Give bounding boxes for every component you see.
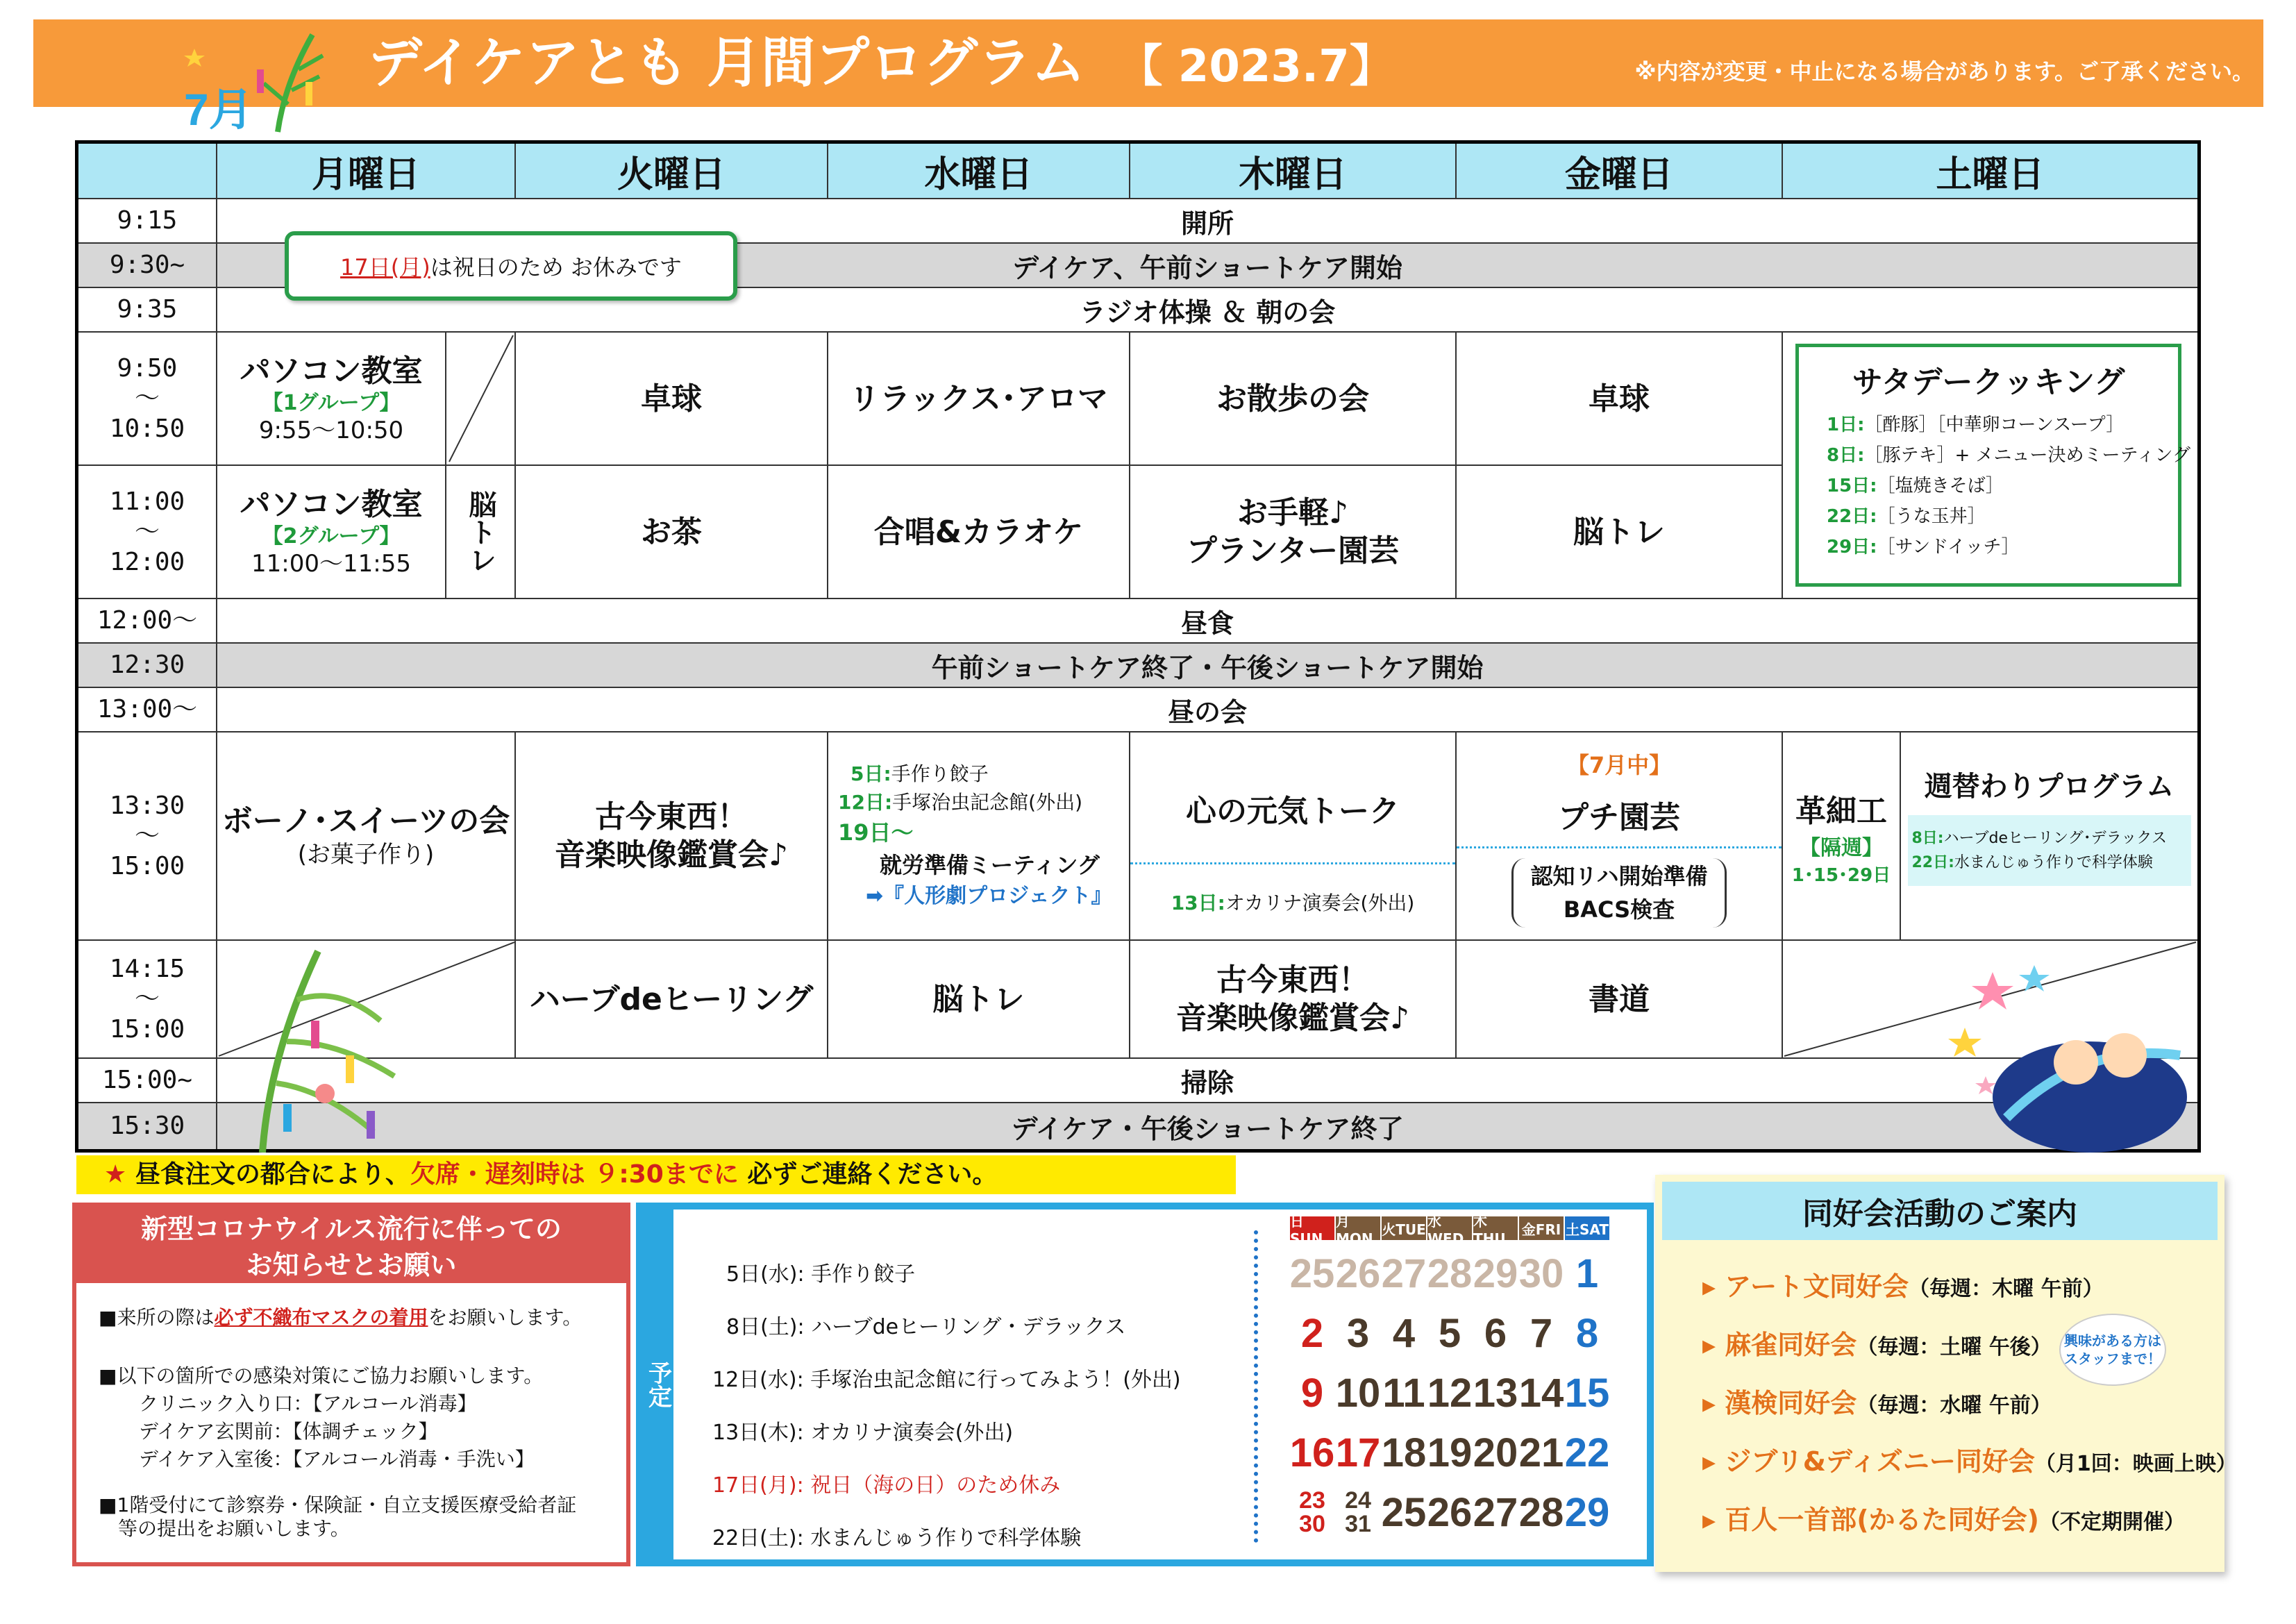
holiday-note: [285, 231, 737, 301]
thu-music-2: 音楽映像鑑賞会♪: [1175, 1001, 1410, 1036]
sat-cooking-item: 15日:［塩焼きそば］: [1827, 476, 2004, 496]
fri-brain-training: 脳トレ: [1457, 466, 1783, 599]
sat-cooking-item: 8日:［豚テキ］+ メニュー決めミーティング: [1827, 445, 2190, 466]
sat-weekly-cell: [1901, 733, 2197, 941]
span-short-switch: 午前ショートケア終了・午後ショートケア開始: [217, 644, 2197, 688]
calendar-day: 9: [1300, 1370, 1324, 1416]
plan-divider: [1254, 1230, 1258, 1543]
calendar-day: 12: [1427, 1370, 1473, 1416]
tue-table-tennis: 卓球: [516, 333, 828, 466]
time-0935: 9:35: [78, 288, 217, 333]
month-badge-text: 7月: [184, 85, 253, 135]
wed-relax-aroma: リラックス･アロマ: [828, 333, 1130, 466]
day-header-sat: 土曜日: [1783, 144, 2197, 199]
wed-item: 19日～: [838, 819, 914, 846]
bamboo-illustration: [221, 944, 422, 1153]
sat-weekly-title: 週替わりプログラム: [1924, 771, 2175, 803]
fri-bacs-2: BACS検査: [1563, 896, 1675, 923]
calendar-day: 26: [1335, 1250, 1381, 1296]
mon-sweets-2: (お菓子作り): [297, 841, 435, 869]
sat-cooking-item: 1日:［酢豚］［中華卵コーンスープ］: [1827, 415, 2125, 435]
mon-pc-title-2: パソコン教室: [240, 486, 423, 522]
title-year-month: 【 2023.7】: [1118, 41, 1394, 92]
club-item: ▸ 百人一首部(かるた同好会)（不定期開催）: [1702, 1505, 2186, 1535]
covid-line-6: ■1階受付にて診察券・保険証・自立支援医療受給者証: [99, 1493, 577, 1516]
fri-calligraphy: 書道: [1457, 941, 1783, 1059]
time-1500: 15:00~: [78, 1059, 217, 1103]
mon-pc-group-1: 【1グループ】: [262, 390, 401, 415]
calendar-day: 5: [1438, 1310, 1461, 1356]
time-0915: 9:15: [78, 199, 217, 244]
tanabata-couple-illustration: [1930, 958, 2194, 1153]
bamboo-icon: [221, 944, 422, 1153]
tanabata-couple-icon: [1930, 958, 2194, 1153]
mon-pc-time-1: 9:55～10:50: [258, 417, 404, 444]
covid-title-2: お知らせとお願い: [246, 1250, 457, 1280]
page-title: [368, 19, 1394, 107]
calendar-day: 10: [1335, 1370, 1381, 1416]
fri-table-tennis: 卓球: [1457, 333, 1783, 466]
time-1200: 12:00～: [78, 599, 217, 644]
mon-sweets-club: [217, 733, 516, 941]
notice-pre: 昼食注文の都合により、: [126, 1160, 410, 1189]
calendar-day: 7: [1530, 1310, 1553, 1356]
club-bubble-text: 興味がある方は スタッフまで！: [2064, 1332, 2161, 1367]
span-noon-meeting: 昼の会: [217, 688, 2197, 733]
sat-weekly-item: 22日:水まんじゅう作りで科学体験: [1911, 854, 2153, 872]
sat-leather-title: 革細工: [1795, 793, 1887, 829]
day-header-fri: 金曜日: [1457, 144, 1783, 199]
time-1300: 13:00～: [78, 688, 217, 733]
cal-head-sun: 日SUN: [1290, 1216, 1334, 1240]
calendar-day: 30: [1518, 1250, 1564, 1296]
thu-planter-2: プランター園芸: [1186, 533, 1400, 569]
calendar-day: 14: [1518, 1370, 1564, 1416]
july-calendar: [1289, 1212, 1611, 1547]
holiday-date: 17日(月): [340, 254, 430, 281]
calendar-day: 4: [1392, 1310, 1416, 1356]
slash-line: [446, 333, 514, 464]
cal-head-tue: 火TUE: [1382, 1216, 1426, 1240]
thu-music-1: 古今東西！: [1216, 962, 1369, 998]
cal-head-thu: 木THU: [1473, 1216, 1518, 1240]
sat-cooking-item: 29日:［サンドイッチ］: [1827, 537, 2020, 558]
title-text: デイケアとも 月間プログラム: [368, 32, 1086, 94]
mon-blank-slash: [446, 333, 516, 466]
thu-planter-1: お手軽♪: [1237, 495, 1349, 530]
calendar-day: 25: [1381, 1489, 1427, 1535]
covid-title-1: 新型コロナウイルス流行に伴っての: [141, 1214, 562, 1244]
sat-cooking-box: [1795, 344, 2190, 587]
tanabata-month-badge: [174, 28, 333, 139]
mon-pc-time-2: 11:00～11:55: [251, 550, 411, 578]
club-bubble: [2059, 1314, 2166, 1386]
span-open: 開所: [217, 199, 2197, 244]
wed-item: 12日:手塚治虫記念館(外出): [838, 790, 1083, 814]
mon-brain-training: 脳トレ: [446, 466, 516, 599]
covid-line-2: ■以下の箇所での感染対策にご協力お願いします。: [99, 1364, 544, 1387]
calendar-day: 20: [1473, 1430, 1518, 1475]
calendar-day: 15: [1564, 1370, 1610, 1416]
sat-cooking-title: サタデークッキング: [1852, 365, 2125, 400]
calendar-day: 16: [1289, 1430, 1335, 1475]
tue-herb-healing: ハーブdeヒーリング: [516, 941, 828, 1059]
calendar-day: 24 31: [1345, 1487, 1371, 1537]
holiday-text: は祝日のため お休みです: [430, 254, 682, 281]
time-1530: 15:30: [78, 1103, 217, 1149]
calendar-day: 18: [1381, 1430, 1427, 1475]
mon-sweets-1: ボーノ･スイーツの会: [221, 803, 510, 839]
tanabata-icon: [174, 28, 333, 139]
span-daycare-start: デイケア、午前ショートケア開始: [217, 244, 2197, 288]
sat-cooking-cell: [1783, 333, 2197, 599]
thu-walk-club: お散歩の会: [1130, 333, 1457, 466]
tue-music-2: 音楽映像鑑賞会♪: [554, 837, 789, 873]
span-radio: ラジオ体操 ＆ 朝の会: [217, 288, 2197, 333]
mon-pc-class-2: [217, 466, 446, 599]
sat-weekly-item: 8日:ハーブdeヒーリング･デラックス: [1911, 830, 2168, 847]
sat-leather-biweekly: 【隔週】: [1800, 835, 1883, 860]
calendar-day: 27: [1381, 1250, 1427, 1296]
notice-red: 欠席・遅刻時は ９:30までに: [410, 1160, 739, 1189]
thu-talk: 心の元気トーク: [1130, 733, 1455, 864]
plan-item: 22日(土): 水まんじゅう作りで科学体験: [712, 1526, 1082, 1550]
sat-cooking-list: [1827, 410, 2190, 562]
span-lunch: 昼食: [217, 599, 2197, 644]
wed-special-cell: [828, 733, 1130, 941]
time-0950: 9:50 ～ 10:50: [78, 333, 217, 466]
calendar-day: 13: [1473, 1370, 1518, 1416]
header-note: ※内容が変更・中止になる場合があります。ご了承ください。: [1634, 58, 2254, 85]
calendar-day: 11: [1382, 1370, 1425, 1416]
fri-petit-garden: プチ園芸: [1457, 792, 1782, 848]
sat-leather-cell: [1783, 733, 1901, 941]
covid-line-7: 等の提出をお願いします。: [118, 1517, 350, 1540]
plan-item: 5日(水): 手作り餃子: [726, 1262, 916, 1287]
calendar-day: 21: [1518, 1430, 1564, 1475]
fri-bacs-1: 認知リハ開始準備: [1530, 863, 1708, 889]
wed-brain-training: 脳トレ: [828, 941, 1130, 1059]
time-1230: 12:30: [78, 644, 217, 688]
covid-title: [76, 1207, 626, 1283]
tue-music-video: [516, 733, 828, 941]
sat-cooking-item: 22日:［うな玉丼］: [1827, 506, 1986, 527]
fri-tag: 【7月中】: [1566, 752, 1672, 778]
wed-item: 5日:手作り餃子: [850, 762, 989, 786]
span-daycare-end: デイケア・午後ショートケア終了: [217, 1103, 2197, 1149]
star-icon: ★: [104, 1160, 127, 1189]
cal-head-fri: 金FRI: [1519, 1216, 1564, 1240]
day-header-tue: 火曜日: [516, 144, 828, 199]
fri-garden-cell: [1457, 733, 1783, 941]
sat-leather-dates: 1･15･29日: [1791, 864, 1891, 886]
calendar-day: 17: [1335, 1430, 1381, 1475]
thu-talk-cell: [1130, 733, 1457, 941]
plan-item: 13日(木): オカリナ演奏会(外出): [712, 1421, 1014, 1445]
calendar-day: 2: [1300, 1310, 1324, 1356]
time-0930: 9:30~: [78, 244, 217, 288]
club-item: ▸ ジブリ&ディズニー同好会（月1回：映画上映）: [1702, 1446, 2237, 1477]
time-1100: 11:00 ～ 12:00: [78, 466, 217, 599]
club-item: ▸ 麻雀同好会（毎週：土曜 午後）: [1702, 1330, 2052, 1360]
calendar-day: 28: [1518, 1489, 1564, 1535]
plan-item: 8日(土): ハーブdeヒーリング・デラックス: [726, 1315, 1126, 1339]
covid-line-4: デイケア玄関前：【体調チェック】: [139, 1420, 438, 1443]
wed-meeting: 就労準備ミーティング: [880, 851, 1100, 878]
calendar-day: 3: [1346, 1310, 1370, 1356]
calendar-day: 22: [1564, 1430, 1610, 1475]
calendar-day: 27: [1473, 1489, 1518, 1535]
calendar-day: 29: [1473, 1250, 1518, 1296]
tue-tea: お茶: [516, 466, 828, 599]
covid-line-1: ■来所の際は必ず不織布マスクの着用をお願いします。: [99, 1306, 583, 1329]
tue-music-1: 古今東西！: [595, 799, 748, 835]
cal-head-mon: 月MON: [1336, 1216, 1380, 1240]
day-header-thu: 木曜日: [1130, 144, 1457, 199]
plan-tab: 予定: [643, 1209, 673, 1559]
day-header-wed: 水曜日: [828, 144, 1130, 199]
calendar-day: 19: [1427, 1430, 1473, 1475]
plan-item: 12日(水): 手塚治虫記念館に行ってみよう！(外出): [712, 1368, 1181, 1392]
covid-notice: [72, 1203, 630, 1566]
time-1330: 13:30 ～ 15:00: [78, 733, 217, 941]
time-1415: 14:15 ～ 15:00: [78, 941, 217, 1059]
fri-bacs-box: [1511, 858, 1726, 928]
cal-head-wed: 水WED: [1427, 1216, 1472, 1240]
club-item: ▸ 漢検同好会（毎週：水曜 午前）: [1702, 1388, 2052, 1418]
calendar-day: 25: [1289, 1250, 1335, 1296]
calendar-day: 1: [1575, 1250, 1599, 1296]
calendar-day: 29: [1564, 1489, 1610, 1535]
corner-header: [78, 144, 217, 199]
notice-post: 必ずご連絡ください。: [738, 1160, 998, 1189]
covid-line-3: クリニック入り口：【アルコール消毒】: [139, 1392, 477, 1415]
mon-pc-title-1: パソコン教室: [240, 353, 423, 389]
club-title: 同好会活動のご案内: [1662, 1182, 2218, 1240]
thu-music-video: [1130, 941, 1457, 1059]
calendar-day: 28: [1427, 1250, 1473, 1296]
plan-item-holiday: 17日(月): 祝日（海の日）のため休み: [712, 1473, 1061, 1498]
mon-pc-group-2: 【2グループ】: [262, 524, 401, 549]
lunch-notice-bar: [76, 1155, 1236, 1194]
wed-karaoke: 合唱&カラオケ: [828, 466, 1130, 599]
thu-planter: [1130, 466, 1457, 599]
covid-line-5: デイケア入室後：【アルコール消毒・手洗い】: [139, 1448, 535, 1471]
calendar-day: 23 30: [1299, 1487, 1325, 1537]
mon-pc-class-1: [217, 333, 446, 466]
wed-project: ➡『人形劇プロジェクト』: [866, 884, 1112, 909]
calendar-day: 8: [1575, 1310, 1599, 1356]
thu-ocarina: 13日: オカリナ演奏会(外出): [1171, 891, 1415, 914]
calendar-day: 26: [1427, 1489, 1473, 1535]
span-cleaning: 掃除: [217, 1059, 2197, 1103]
day-header-mon: 月曜日: [217, 144, 516, 199]
sat-weekly-list: [1908, 815, 2191, 886]
club-item: ▸ アート文同好会（毎週：木曜 午前）: [1702, 1271, 2104, 1302]
calendar-day: 6: [1484, 1310, 1507, 1356]
cal-head-sat: 土SAT: [1565, 1216, 1609, 1240]
